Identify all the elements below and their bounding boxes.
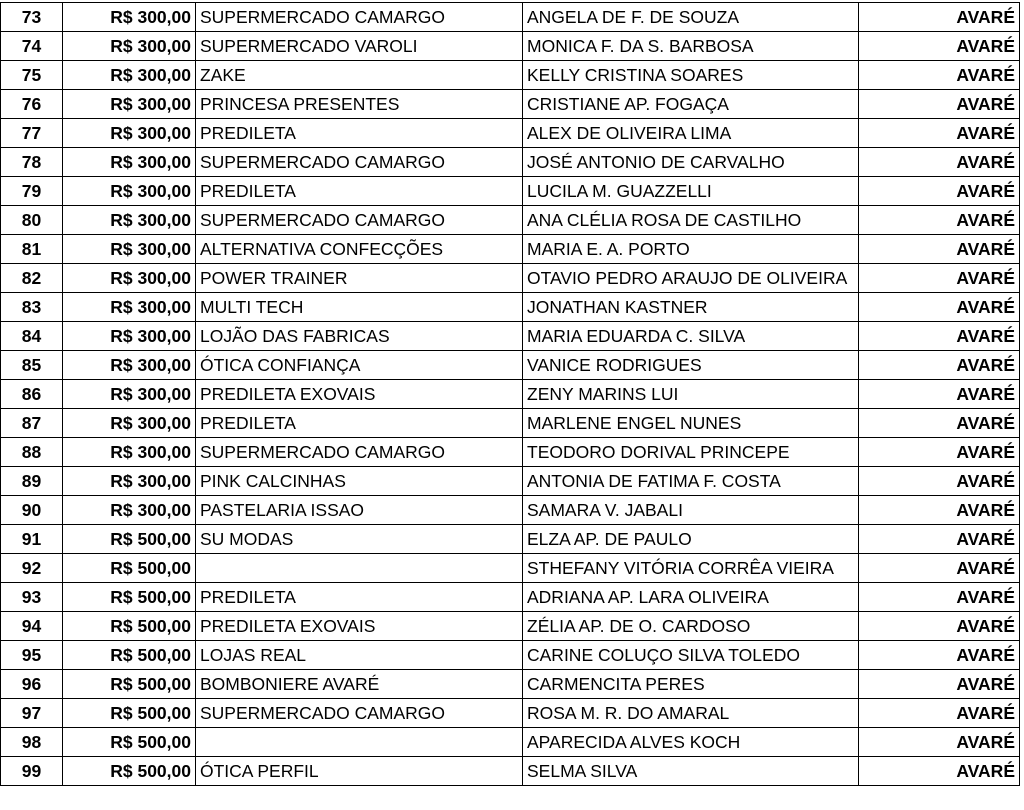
row-number-cell: 85 bbox=[1, 351, 63, 380]
prize-value-cell: R$ 300,00 bbox=[63, 148, 196, 177]
prize-value-cell: R$ 300,00 bbox=[63, 119, 196, 148]
city-cell: AVARÉ bbox=[859, 32, 1020, 61]
city-cell: AVARÉ bbox=[859, 380, 1020, 409]
city-cell: AVARÉ bbox=[859, 351, 1020, 380]
store-name-cell: SUPERMERCADO CAMARGO bbox=[196, 438, 523, 467]
prize-value-cell: R$ 300,00 bbox=[63, 235, 196, 264]
winner-name-cell: MONICA F. DA S. BARBOSA bbox=[523, 32, 859, 61]
store-name-cell: ÓTICA PERFIL bbox=[196, 757, 523, 786]
row-number-cell: 87 bbox=[1, 409, 63, 438]
store-name-cell: ZAKE bbox=[196, 61, 523, 90]
row-number-cell: 76 bbox=[1, 90, 63, 119]
row-number-cell: 98 bbox=[1, 728, 63, 757]
city-cell: AVARÉ bbox=[859, 699, 1020, 728]
row-number-cell: 81 bbox=[1, 235, 63, 264]
table-row bbox=[1, 90, 1020, 119]
winner-name-cell: MARIA EDUARDA C. SILVA bbox=[523, 322, 859, 351]
table-row bbox=[1, 670, 1020, 699]
winner-name-cell: MARIA E. A. PORTO bbox=[523, 235, 859, 264]
prize-value-cell: R$ 300,00 bbox=[63, 90, 196, 119]
city-cell: AVARÉ bbox=[859, 467, 1020, 496]
prize-value-cell: R$ 300,00 bbox=[63, 409, 196, 438]
table-row bbox=[1, 61, 1020, 90]
winner-name-cell: TEODORO DORIVAL PRINCEPE bbox=[523, 438, 859, 467]
prize-value-cell: R$ 300,00 bbox=[63, 380, 196, 409]
store-name-cell: ÓTICA CONFIANÇA bbox=[196, 351, 523, 380]
table-row bbox=[1, 177, 1020, 206]
row-number-cell: 84 bbox=[1, 322, 63, 351]
city-cell: AVARÉ bbox=[859, 90, 1020, 119]
row-number-cell: 82 bbox=[1, 264, 63, 293]
store-name-cell: LOJÃO DAS FABRICAS bbox=[196, 322, 523, 351]
city-cell: AVARÉ bbox=[859, 554, 1020, 583]
row-number-cell: 95 bbox=[1, 641, 63, 670]
store-name-cell: SU MODAS bbox=[196, 525, 523, 554]
table-row bbox=[1, 757, 1020, 786]
city-cell: AVARÉ bbox=[859, 264, 1020, 293]
store-name-cell: BOMBONIERE AVARÉ bbox=[196, 670, 523, 699]
store-name-cell: PREDILETA bbox=[196, 177, 523, 206]
winner-name-cell: CRISTIANE AP. FOGAÇA bbox=[523, 90, 859, 119]
winner-name-cell: CARINE COLUÇO SILVA TOLEDO bbox=[523, 641, 859, 670]
table-row bbox=[1, 438, 1020, 467]
table-body bbox=[1, 3, 1020, 786]
prize-value-cell: R$ 500,00 bbox=[63, 583, 196, 612]
table-row bbox=[1, 119, 1020, 148]
prize-value-cell: R$ 500,00 bbox=[63, 554, 196, 583]
table-row bbox=[1, 612, 1020, 641]
table-row bbox=[1, 264, 1020, 293]
winner-name-cell: SELMA SILVA bbox=[523, 757, 859, 786]
table-row bbox=[1, 293, 1020, 322]
table-row bbox=[1, 409, 1020, 438]
city-cell: AVARÉ bbox=[859, 409, 1020, 438]
prize-value-cell: R$ 500,00 bbox=[63, 641, 196, 670]
winner-name-cell: STHEFANY VITÓRIA CORRÊA VIEIRA bbox=[523, 554, 859, 583]
row-number-cell: 94 bbox=[1, 612, 63, 641]
row-number-cell: 86 bbox=[1, 380, 63, 409]
table-row bbox=[1, 641, 1020, 670]
prize-value-cell: R$ 300,00 bbox=[63, 438, 196, 467]
winner-name-cell: MARLENE ENGEL NUNES bbox=[523, 409, 859, 438]
table-row bbox=[1, 351, 1020, 380]
row-number-cell: 73 bbox=[1, 3, 63, 32]
prize-value-cell: R$ 300,00 bbox=[63, 264, 196, 293]
table-row bbox=[1, 3, 1020, 32]
row-number-cell: 75 bbox=[1, 61, 63, 90]
city-cell: AVARÉ bbox=[859, 177, 1020, 206]
prize-value-cell: R$ 500,00 bbox=[63, 757, 196, 786]
prize-value-cell: R$ 300,00 bbox=[63, 32, 196, 61]
city-cell: AVARÉ bbox=[859, 438, 1020, 467]
city-cell: AVARÉ bbox=[859, 641, 1020, 670]
row-number-cell: 74 bbox=[1, 32, 63, 61]
city-cell: AVARÉ bbox=[859, 496, 1020, 525]
table-row bbox=[1, 32, 1020, 61]
winner-name-cell: ALEX DE OLIVEIRA LIMA bbox=[523, 119, 859, 148]
row-number-cell: 83 bbox=[1, 293, 63, 322]
row-number-cell: 88 bbox=[1, 438, 63, 467]
city-cell: AVARÉ bbox=[859, 525, 1020, 554]
store-name-cell: SUPERMERCADO CAMARGO bbox=[196, 206, 523, 235]
store-name-cell: POWER TRAINER bbox=[196, 264, 523, 293]
store-name-cell: PREDILETA bbox=[196, 119, 523, 148]
winner-name-cell: ADRIANA AP. LARA OLIVEIRA bbox=[523, 583, 859, 612]
row-number-cell: 96 bbox=[1, 670, 63, 699]
prize-value-cell: R$ 500,00 bbox=[63, 728, 196, 757]
city-cell: AVARÉ bbox=[859, 728, 1020, 757]
store-name-cell: SUPERMERCADO CAMARGO bbox=[196, 699, 523, 728]
winner-name-cell: VANICE RODRIGUES bbox=[523, 351, 859, 380]
row-number-cell: 99 bbox=[1, 757, 63, 786]
city-cell: AVARÉ bbox=[859, 119, 1020, 148]
store-name-cell: PASTELARIA ISSAO bbox=[196, 496, 523, 525]
winner-name-cell: CARMENCITA PERES bbox=[523, 670, 859, 699]
store-name-cell: SUPERMERCADO CAMARGO bbox=[196, 3, 523, 32]
prize-value-cell: R$ 500,00 bbox=[63, 525, 196, 554]
store-name-cell: SUPERMERCADO VAROLI bbox=[196, 32, 523, 61]
winner-name-cell: JONATHAN KASTNER bbox=[523, 293, 859, 322]
row-number-cell: 90 bbox=[1, 496, 63, 525]
winners-table bbox=[0, 2, 1020, 786]
prize-value-cell: R$ 300,00 bbox=[63, 177, 196, 206]
winner-name-cell: ANGELA DE F. DE SOUZA bbox=[523, 3, 859, 32]
prize-value-cell: R$ 500,00 bbox=[63, 612, 196, 641]
winner-name-cell: ZENY MARINS LUI bbox=[523, 380, 859, 409]
row-number-cell: 97 bbox=[1, 699, 63, 728]
winner-name-cell: ELZA AP. DE PAULO bbox=[523, 525, 859, 554]
prize-value-cell: R$ 500,00 bbox=[63, 670, 196, 699]
prize-value-cell: R$ 500,00 bbox=[63, 699, 196, 728]
row-number-cell: 80 bbox=[1, 206, 63, 235]
store-name-cell: SUPERMERCADO CAMARGO bbox=[196, 148, 523, 177]
city-cell: AVARÉ bbox=[859, 206, 1020, 235]
winner-name-cell: ANTONIA DE FATIMA F. COSTA bbox=[523, 467, 859, 496]
city-cell: AVARÉ bbox=[859, 670, 1020, 699]
prize-value-cell: R$ 300,00 bbox=[63, 293, 196, 322]
winner-name-cell: OTAVIO PEDRO ARAUJO DE OLIVEIRA bbox=[523, 264, 859, 293]
city-cell: AVARÉ bbox=[859, 612, 1020, 641]
prize-value-cell: R$ 300,00 bbox=[63, 467, 196, 496]
table-row bbox=[1, 148, 1020, 177]
store-name-cell: PINK CALCINHAS bbox=[196, 467, 523, 496]
table-row bbox=[1, 583, 1020, 612]
row-number-cell: 78 bbox=[1, 148, 63, 177]
winner-name-cell: SAMARA V. JABALI bbox=[523, 496, 859, 525]
city-cell: AVARÉ bbox=[859, 148, 1020, 177]
table-row bbox=[1, 699, 1020, 728]
city-cell: AVARÉ bbox=[859, 293, 1020, 322]
table-row bbox=[1, 554, 1020, 583]
table-row bbox=[1, 235, 1020, 264]
table-row bbox=[1, 496, 1020, 525]
row-number-cell: 92 bbox=[1, 554, 63, 583]
prize-value-cell: R$ 300,00 bbox=[63, 3, 196, 32]
store-name-cell: PRINCESA PRESENTES bbox=[196, 90, 523, 119]
city-cell: AVARÉ bbox=[859, 61, 1020, 90]
row-number-cell: 79 bbox=[1, 177, 63, 206]
winner-name-cell: LUCILA M. GUAZZELLI bbox=[523, 177, 859, 206]
prize-value-cell: R$ 300,00 bbox=[63, 206, 196, 235]
prize-value-cell: R$ 300,00 bbox=[63, 496, 196, 525]
table-row bbox=[1, 728, 1020, 757]
store-name-cell: MULTI TECH bbox=[196, 293, 523, 322]
prize-value-cell: R$ 300,00 bbox=[63, 322, 196, 351]
store-name-cell: ALTERNATIVA CONFECÇÕES bbox=[196, 235, 523, 264]
table-row bbox=[1, 206, 1020, 235]
row-number-cell: 77 bbox=[1, 119, 63, 148]
table-row bbox=[1, 380, 1020, 409]
winner-name-cell: ZÉLIA AP. DE O. CARDOSO bbox=[523, 612, 859, 641]
store-name-cell bbox=[196, 728, 523, 757]
table-row bbox=[1, 525, 1020, 554]
store-name-cell: LOJAS REAL bbox=[196, 641, 523, 670]
prize-value-cell: R$ 300,00 bbox=[63, 61, 196, 90]
store-name-cell: PREDILETA bbox=[196, 583, 523, 612]
store-name-cell bbox=[196, 554, 523, 583]
city-cell: AVARÉ bbox=[859, 322, 1020, 351]
city-cell: AVARÉ bbox=[859, 3, 1020, 32]
store-name-cell: PREDILETA EXOVAIS bbox=[196, 612, 523, 641]
row-number-cell: 93 bbox=[1, 583, 63, 612]
winner-name-cell: APARECIDA ALVES KOCH bbox=[523, 728, 859, 757]
store-name-cell: PREDILETA EXOVAIS bbox=[196, 380, 523, 409]
winner-name-cell: ANA CLÉLIA ROSA DE CASTILHO bbox=[523, 206, 859, 235]
city-cell: AVARÉ bbox=[859, 757, 1020, 786]
store-name-cell: PREDILETA bbox=[196, 409, 523, 438]
row-number-cell: 89 bbox=[1, 467, 63, 496]
row-number-cell: 91 bbox=[1, 525, 63, 554]
winner-name-cell: JOSÉ ANTONIO DE CARVALHO bbox=[523, 148, 859, 177]
city-cell: AVARÉ bbox=[859, 583, 1020, 612]
city-cell: AVARÉ bbox=[859, 235, 1020, 264]
winner-name-cell: ROSA M. R. DO AMARAL bbox=[523, 699, 859, 728]
table-row bbox=[1, 467, 1020, 496]
winner-name-cell: KELLY CRISTINA SOARES bbox=[523, 61, 859, 90]
prize-value-cell: R$ 300,00 bbox=[63, 351, 196, 380]
table-row bbox=[1, 322, 1020, 351]
